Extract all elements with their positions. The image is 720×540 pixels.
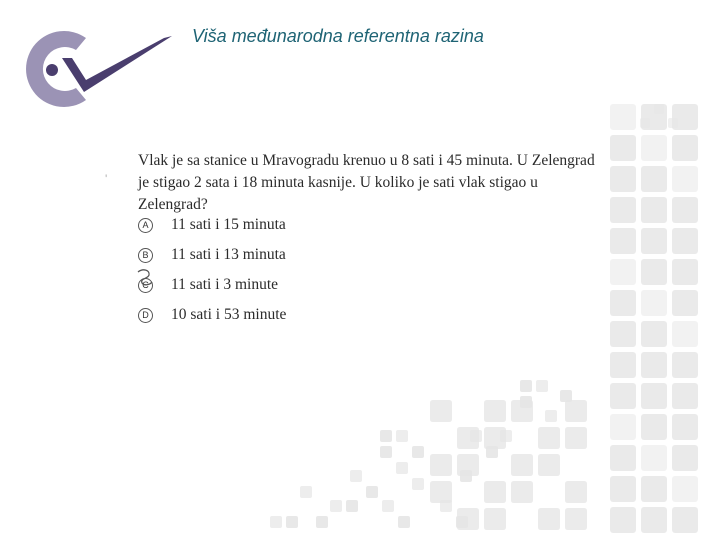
deco-square — [300, 486, 312, 498]
option-letter-a: A — [138, 218, 153, 233]
deco-square — [565, 400, 587, 422]
deco-square — [484, 481, 506, 503]
deco-square — [672, 197, 698, 223]
option-b[interactable] — [138, 240, 286, 270]
deco-square — [398, 516, 410, 528]
deco-square — [610, 414, 636, 440]
option-d-text: 10 sati i 53 minute — [171, 306, 287, 323]
deco-square — [641, 135, 667, 161]
deco-square — [610, 135, 636, 161]
deco-square — [672, 259, 698, 285]
option-d[interactable] — [138, 300, 286, 330]
deco-square — [641, 507, 667, 533]
deco-square — [440, 500, 452, 512]
deco-square — [430, 400, 452, 422]
deco-square — [672, 383, 698, 409]
deco-square — [610, 228, 636, 254]
deco-square — [610, 197, 636, 223]
deco-square — [641, 166, 667, 192]
page-title: Viša međunarodna referentna razina — [192, 26, 484, 46]
deco-square — [538, 508, 560, 530]
deco-square — [610, 321, 636, 347]
deco-square — [668, 118, 678, 128]
deco-square — [610, 383, 636, 409]
option-b-text: 11 sati i 13 minuta — [171, 246, 286, 263]
deco-square — [500, 430, 512, 442]
deco-square — [610, 259, 636, 285]
deco-square — [316, 516, 328, 528]
deco-square — [366, 486, 378, 498]
deco-square — [350, 470, 362, 482]
deco-square — [382, 500, 394, 512]
option-letter-d: D — [138, 308, 153, 323]
deco-square — [396, 430, 408, 442]
option-a[interactable] — [138, 210, 286, 240]
deco-square — [538, 427, 560, 449]
deco-square — [672, 228, 698, 254]
deco-square — [641, 383, 667, 409]
deco-square — [672, 135, 698, 161]
deco-square — [484, 508, 506, 530]
deco-square — [545, 410, 557, 422]
deco-square — [565, 427, 587, 449]
deco-square — [672, 414, 698, 440]
deco-square — [511, 481, 533, 503]
deco-square — [511, 454, 533, 476]
deco-square — [672, 476, 698, 502]
deco-square — [565, 508, 587, 530]
deco-square — [672, 166, 698, 192]
deco-square — [380, 446, 392, 458]
deco-square — [536, 380, 548, 392]
deco-square — [610, 352, 636, 378]
deco-square — [672, 507, 698, 533]
deco-square — [460, 470, 472, 482]
deco-square — [412, 446, 424, 458]
deco-square — [641, 290, 667, 316]
deco-square — [672, 352, 698, 378]
deco-square — [538, 454, 560, 476]
deco-square — [640, 118, 650, 128]
deco-square — [286, 516, 298, 528]
deco-square — [641, 259, 667, 285]
deco-square — [641, 352, 667, 378]
deco-square — [484, 400, 506, 422]
deco-square — [654, 104, 664, 114]
answer-options — [138, 210, 286, 330]
option-c[interactable] — [138, 270, 286, 300]
deco-square — [565, 481, 587, 503]
deco-square — [470, 430, 482, 442]
deco-square — [456, 516, 468, 528]
deco-square — [641, 445, 667, 471]
deco-square — [520, 396, 532, 408]
deco-square — [641, 321, 667, 347]
deco-square — [346, 500, 358, 512]
deco-square — [672, 321, 698, 347]
deco-square — [486, 446, 498, 458]
deco-square — [330, 500, 342, 512]
option-c-text: 11 sati i 3 minute — [171, 276, 279, 293]
deco-square — [641, 414, 667, 440]
option-letter-b: B — [138, 248, 153, 263]
deco-square — [610, 507, 636, 533]
option-letter-c: C — [138, 278, 153, 293]
deco-square — [430, 481, 452, 503]
deco-square — [520, 380, 532, 392]
deco-square — [610, 476, 636, 502]
deco-square — [641, 228, 667, 254]
deco-square — [610, 104, 636, 130]
deco-square — [412, 478, 424, 490]
deco-square — [610, 445, 636, 471]
deco-square — [610, 166, 636, 192]
bullet-mark: ' — [105, 172, 108, 186]
deco-square — [641, 476, 667, 502]
deco-square — [672, 290, 698, 316]
logo-dot — [46, 64, 58, 76]
deco-square — [641, 197, 667, 223]
deco-square — [380, 430, 392, 442]
deco-square — [610, 290, 636, 316]
question-text: Vlak je sa stanice u Mravogradu krenuo u 8 sati i 45 minuta. U Zelengrad je stigao 2 sata i 18 minuta kasnije. U koliko je sati vlak stigao u Zelengrad? — [138, 152, 595, 213]
deco-square — [270, 516, 282, 528]
deco-square — [560, 390, 572, 402]
deco-square — [396, 462, 408, 474]
checkmark-logo — [14, 28, 174, 112]
deco-square — [672, 445, 698, 471]
option-a-text: 11 sati i 15 minuta — [171, 216, 286, 233]
deco-square — [430, 454, 452, 476]
